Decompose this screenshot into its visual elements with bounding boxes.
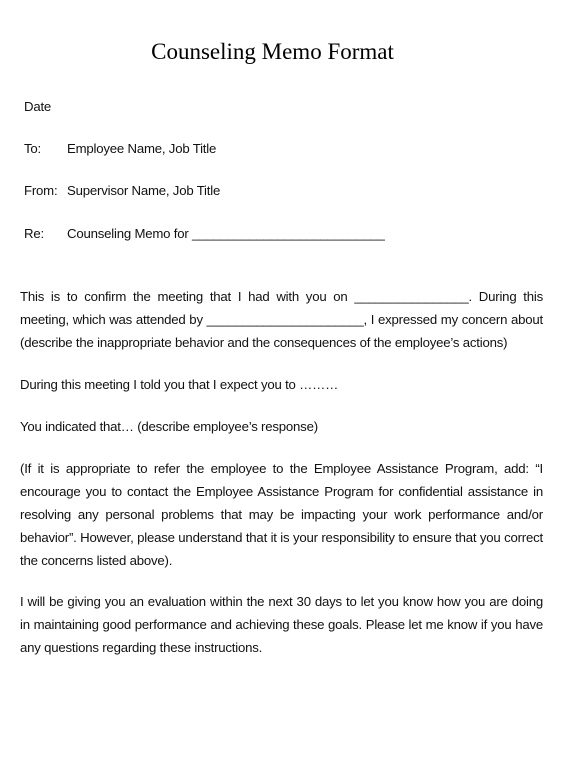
document-title: Counseling Memo Format — [151, 39, 394, 64]
date-label: Date — [24, 99, 52, 114]
paragraph-response: You indicated that… (describe employee’s response) — [20, 419, 318, 434]
from-label: From: — [24, 183, 58, 198]
paragraph-confirmation: This is to confirm the meeting that I had with you on ________________. During this meeting, which was attended by ______________________, I expressed my concern about (describe the inappropriate behavior and the consequences of the employee’s actions) — [20, 289, 543, 350]
to-label: To: — [24, 141, 41, 156]
re-label: Re: — [24, 226, 44, 241]
date-line — [24, 98, 51, 116]
to-line — [24, 140, 216, 158]
to-value: Employee Name, Job Title — [67, 141, 217, 156]
from-line — [24, 182, 220, 200]
paragraph-eap: (If it is appropriate to refer the employee to the Employee Assistance Program, add: “I encourage you to contact the Employee Assistance Program for confidential assistance in resolving any personal problems that may be impacting your work performance and/or behavior”. However, please understand that it is your responsibility to ensure that you correct the concerns listed above). — [20, 461, 543, 568]
re-line — [24, 225, 385, 243]
from-value: Supervisor Name, Job Title — [67, 183, 221, 198]
paragraph-expectation: During this meeting I told you that I expect you to ……… — [20, 377, 339, 392]
re-value: Counseling Memo for ___________________________ — [67, 226, 385, 241]
paragraph-evaluation: I will be giving you an evaluation within the next 30 days to let you know how you are doing in maintaining good performance and achieving these goals. Please let me know if you have any questions regarding these instructions. — [20, 594, 543, 655]
